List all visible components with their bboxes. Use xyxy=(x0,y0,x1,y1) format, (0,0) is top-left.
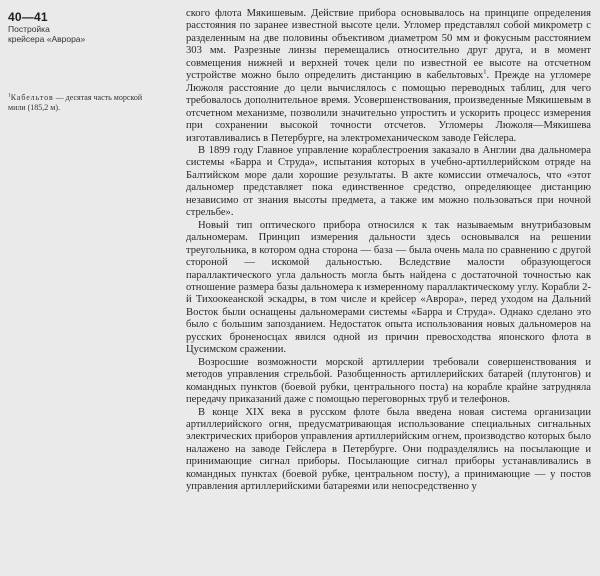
paragraph-1 xyxy=(186,8,591,145)
margin-column xyxy=(8,10,166,44)
paragraph-1-part-1: ского флота Мякишевым. Действие прибора основывалось на принципе определения расстояния по заранее известной высоте цели. Угломер представлял собой микрометр с разделенным на две половины объективом диаметром 50 мм и фокусным расстоянием 303 мм. Разрезные линзы перемещались относительно друг друга, и в момент совмещения нижней и верхней точек цели по известной ее высоте на отсчетном устройстве можно было определить дистанцию в кабельтовых xyxy=(186,8,591,82)
section-title-line-1: Постройка xyxy=(8,24,50,34)
paragraph-4: Возросшие возможности морской артиллерии требовали совершенствования и методов управления стрельбой. Разобщенность артиллерийских батарей (плутонгов) и командных пунктов (боевой рубки, центрального поста) на корабле крайне затрудняла передачу приказаний даже с помощью переговорных труб и телефонов. xyxy=(186,356,591,406)
footnote xyxy=(8,93,158,112)
main-text-column xyxy=(186,8,591,494)
section-title-line-2: крейсера «Аврора» xyxy=(8,34,86,44)
paragraph-2: В 1899 году Главное управление кораблестроения заказало в Англии два дальномера системы «Барра и Струда», испытания которых в учебно-артиллерийском отряде на Балтийском море дали хорошие результаты. В акте комиссии отмечалось, что «этот дальномер представляет пока единственное средство, определяющее дистанцию независимо от знания высоты предмета, а также им можно пользоваться при ночной стрельбе». xyxy=(186,144,591,219)
footnote-term: Кабельтов xyxy=(10,93,54,102)
section-title xyxy=(8,24,166,44)
paragraph-1-part-2: . Прежде на угломере Люжоля расстояние до цели вычислялось с помощью переводных таблиц, для чего требовалось дополнительное время. Усовершенствования, произведенные Мякишевым в отсчетном механизме, позволили значительно упростить и ускорить процесс измерения при сохранении высокой точности отсчетов. Угломеры Люжоля—Мякишева изготавливались в Петербурге, на электромеханическом заводе Гейслера. xyxy=(186,70,591,144)
footnote-reference: 1 xyxy=(483,68,487,76)
paragraph-3: Новый тип оптического прибора относился к так называемым внутрибазовым дальномерам. Принцип измерения дальности здесь основывался на решении треугольника, в котором одна сторона — база — была очень мала по сравнению с другой стороной — искомой дальностью. Вследствие малости образующегося параллактического угла дальность могла быть найдена с достаточной точностью как отношение размера базы дальномера к измеренному параллактическому углу. Корабли 2-й Тихоокеанской эскадры, в том числе и крейсер «Аврора», перед уходом на Дальний Восток были оснащены дальномерами системы «Барра и Струда». Однако сделано это было с большим запозданием. Недостаток опыта использования новых дальномеров на русских броненосцах явился одной из причин превосходства японского флота в Цусимском сражении. xyxy=(186,219,591,356)
footnote-text: — десятая часть морской мили (185,2 м). xyxy=(8,93,143,112)
page-number: 40—41 xyxy=(8,10,48,24)
footnote-mark: 1 xyxy=(8,92,11,99)
paragraph-5: В конце XIX века в русском флоте была введена новая система организации артиллерийского огня, предусматривающая использование специальных сигнальных электрических приборов управления артиллерийским огнем, производство которых было налажено на заводе Гейслера в Петербурге. Они подразделялись на посылающие и принимающие сигнал приборы. Посылающие сигнал приборы устанавливались в командных пунктах (боевой рубке, центральном посту), а принимающие — у постов управления артиллерийскими батареями или непосредственно у xyxy=(186,406,591,493)
